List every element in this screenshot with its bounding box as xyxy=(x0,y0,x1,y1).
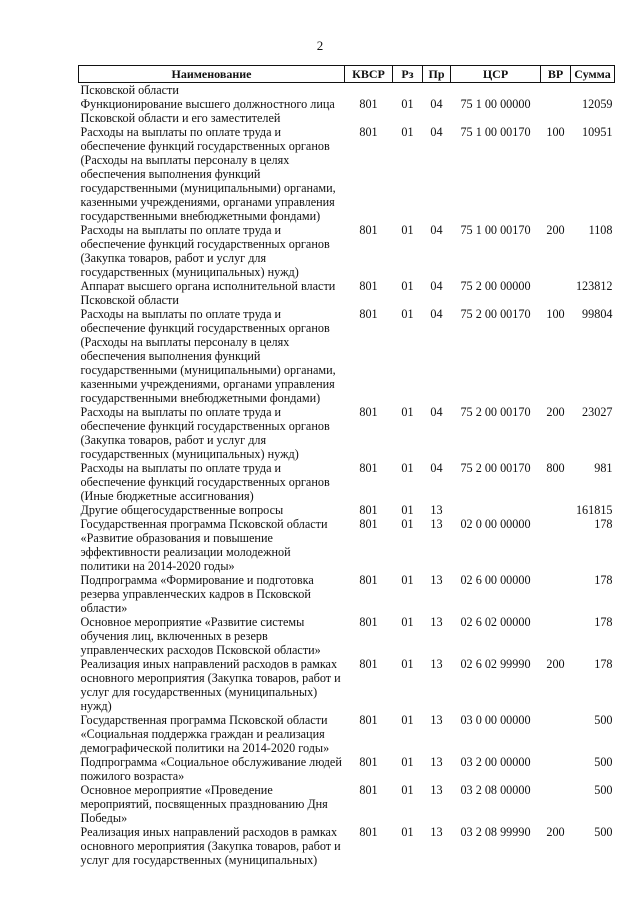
cell-vr: 200 xyxy=(546,405,565,419)
table-row xyxy=(79,223,615,279)
cell-kvsr: 801 xyxy=(359,615,378,629)
table-row xyxy=(79,307,615,405)
cell-sum: 123812 xyxy=(575,279,613,293)
cell-csr: 03 2 00 00000 xyxy=(460,755,531,769)
cell-sum: 10951 xyxy=(582,125,613,139)
cell-pr: 04 xyxy=(430,125,443,139)
cell-rz: 01 xyxy=(401,405,414,419)
cell-vr xyxy=(541,97,571,125)
cell-kvsr: 801 xyxy=(359,517,378,531)
cell-pr: 04 xyxy=(430,97,443,111)
cell-csr: 02 6 02 00000 xyxy=(460,615,531,629)
cell-rz: 01 xyxy=(401,713,414,727)
cell-name: Расходы на выплаты по оплате труда и обеспечение функций государственных органов (Закупка товаров, работ и услуг для государственных (муниципальных) нужд) xyxy=(80,405,330,461)
cell-pr: 13 xyxy=(430,783,443,797)
cell-sum: 178 xyxy=(594,573,613,587)
cell-vr: 800 xyxy=(546,461,565,475)
cell-csr: 02 6 02 99990 xyxy=(460,657,531,671)
cell-csr: 75 1 00 00170 xyxy=(460,223,531,237)
cell-pr: 04 xyxy=(430,461,443,475)
cell-kvsr: 801 xyxy=(359,461,378,475)
cell-name: Государственная программа Псковской области «Развитие образования и повышение эффективности реализации молодежной политики на 2014-2020 годы» xyxy=(80,517,328,573)
table-row xyxy=(79,615,615,657)
table-row xyxy=(79,573,615,615)
cell-kvsr: 801 xyxy=(359,307,378,321)
cell-pr: 13 xyxy=(430,615,443,629)
cell-name: Государственная программа Псковской области «Социальная поддержка граждан и реализация демографической политики на 2014-2020 годы» xyxy=(80,713,330,755)
cell-kvsr: 801 xyxy=(359,97,378,111)
cell-kvsr: 801 xyxy=(359,713,378,727)
header-pr: Пр xyxy=(423,66,451,83)
cell-vr xyxy=(541,615,571,657)
table-row xyxy=(79,657,615,713)
cell-rz: 01 xyxy=(401,657,414,671)
cell-csr xyxy=(451,503,541,517)
cell-vr xyxy=(541,503,571,517)
cell-rz: 01 xyxy=(401,461,414,475)
cell-name: Функционирование высшего должностного лица Псковской области и его заместителей xyxy=(80,97,335,125)
cell-csr: 03 2 08 00000 xyxy=(460,783,531,797)
table-row xyxy=(79,461,615,503)
cell-sum: 981 xyxy=(594,461,613,475)
cell-name: Реализация иных направлений расходов в рамках основного мероприятия (Закупка товаров, работ и услуг для государственных (муниципальных) xyxy=(80,825,341,867)
table-row xyxy=(79,783,615,825)
cell-pr: 13 xyxy=(430,573,443,587)
table-row xyxy=(79,97,615,125)
cell-name: Расходы на выплаты по оплате труда и обеспечение функций государственных органов (Расходы на выплаты персоналу в целях обеспечения выполнения функций государственными (муниципальными) органами, казенными учреждениями, органами управления государственными внебюджетными фондами) xyxy=(80,307,336,405)
cell-vr: 100 xyxy=(546,125,565,139)
header-kvsr: КВСР xyxy=(345,66,393,83)
cell-vr xyxy=(541,83,571,98)
cell-vr xyxy=(541,517,571,573)
cell-name: Подпрограмма «Формирование и подготовка резерва управленческих кадров в Псковской области» xyxy=(80,573,314,615)
cell-name: Аппарат высшего органа исполнительной власти Псковской области xyxy=(80,279,336,307)
table-row xyxy=(79,713,615,755)
cell-csr: 75 2 00 00170 xyxy=(460,405,531,419)
cell-name: Подпрограмма «Социальное обслуживание людей пожилого возраста» xyxy=(80,755,342,783)
cell-sum: 500 xyxy=(594,783,613,797)
cell-rz: 01 xyxy=(401,755,414,769)
cell-pr: 13 xyxy=(430,503,443,517)
cell-vr: 100 xyxy=(546,307,565,321)
cell-sum: 178 xyxy=(594,615,613,629)
cell-sum: 500 xyxy=(594,825,613,839)
table-row xyxy=(79,125,615,223)
cell-name: Расходы на выплаты по оплате труда и обеспечение функций государственных органов (Закупка товаров, работ и услуг для государственных (муниципальных) нужд) xyxy=(80,223,330,279)
header-csr: ЦСР xyxy=(451,66,541,83)
cell-sum xyxy=(571,83,615,98)
cell-csr: 75 1 00 00170 xyxy=(460,125,531,139)
cell-name: Основное мероприятие «Развитие системы обучения лиц, включенных в резерв управленческих расходов Псковской области» xyxy=(80,615,321,657)
cell-kvsr: 801 xyxy=(359,125,378,139)
budget-table xyxy=(78,65,615,867)
cell-name: Псковской области xyxy=(80,83,179,97)
cell-rz xyxy=(393,83,423,98)
cell-rz: 01 xyxy=(401,97,414,111)
cell-csr: 03 2 08 99990 xyxy=(460,825,531,839)
cell-sum: 99804 xyxy=(582,307,613,321)
cell-pr: 04 xyxy=(430,223,443,237)
cell-rz: 01 xyxy=(401,825,414,839)
table-row xyxy=(79,825,615,867)
cell-rz: 01 xyxy=(401,783,414,797)
cell-pr: 13 xyxy=(430,713,443,727)
cell-kvsr: 801 xyxy=(359,503,378,517)
cell-name: Расходы на выплаты по оплате труда и обеспечение функций государственных органов (Расходы на выплаты персоналу в целях обеспечения выполнения функций государственными (муниципальными) органами, казенными учреждениями, органами управления государственными внебюджетными фондами) xyxy=(80,125,336,223)
header-name: Наименование xyxy=(79,66,345,83)
cell-csr: 75 2 00 00000 xyxy=(460,279,531,293)
cell-pr: 04 xyxy=(430,405,443,419)
cell-rz: 01 xyxy=(401,279,414,293)
cell-vr: 200 xyxy=(546,223,565,237)
cell-sum: 500 xyxy=(594,713,613,727)
table-row xyxy=(79,279,615,307)
cell-name: Расходы на выплаты по оплате труда и обеспечение функций государственных органов (Иные бюджетные ассигнования) xyxy=(80,461,330,503)
cell-rz: 01 xyxy=(401,517,414,531)
cell-kvsr xyxy=(345,83,393,98)
cell-csr xyxy=(451,83,541,98)
cell-csr: 75 1 00 00000 xyxy=(460,97,531,111)
cell-kvsr: 801 xyxy=(359,825,378,839)
cell-vr xyxy=(541,713,571,755)
cell-vr xyxy=(541,755,571,783)
cell-sum: 12059 xyxy=(582,97,613,111)
cell-pr: 13 xyxy=(430,657,443,671)
cell-pr: 13 xyxy=(430,825,443,839)
header-vr: ВР xyxy=(541,66,571,83)
cell-vr xyxy=(541,279,571,307)
table-row xyxy=(79,517,615,573)
cell-rz: 01 xyxy=(401,125,414,139)
table-row xyxy=(79,83,615,98)
cell-csr: 75 2 00 00170 xyxy=(460,307,531,321)
cell-csr: 75 2 00 00170 xyxy=(460,461,531,475)
cell-kvsr: 801 xyxy=(359,223,378,237)
cell-sum: 178 xyxy=(594,657,613,671)
cell-name: Реализация иных направлений расходов в рамках основного мероприятия (Закупка товаров, работ и услуг для государственных (муниципальных) нужд) xyxy=(80,657,341,713)
cell-vr: 200 xyxy=(546,825,565,839)
cell-name: Другие общегосударственные вопросы xyxy=(80,503,284,517)
cell-sum: 161815 xyxy=(575,503,613,517)
cell-pr: 04 xyxy=(430,279,443,293)
cell-kvsr: 801 xyxy=(359,279,378,293)
table-row xyxy=(79,503,615,517)
cell-pr: 13 xyxy=(430,517,443,531)
cell-kvsr: 801 xyxy=(359,573,378,587)
cell-vr xyxy=(541,783,571,825)
cell-vr xyxy=(541,573,571,615)
cell-sum: 1108 xyxy=(588,223,613,237)
cell-kvsr: 801 xyxy=(359,405,378,419)
cell-sum: 500 xyxy=(594,755,613,769)
cell-sum: 178 xyxy=(594,517,613,531)
header-sum: Сумма xyxy=(571,66,615,83)
cell-sum: 23027 xyxy=(582,405,613,419)
table-row xyxy=(79,405,615,461)
cell-rz: 01 xyxy=(401,573,414,587)
cell-pr: 04 xyxy=(430,307,443,321)
cell-pr xyxy=(423,83,451,98)
cell-csr: 03 0 00 00000 xyxy=(460,713,531,727)
cell-name: Основное мероприятие «Проведение мероприятий, посвященных празднованию Дня Победы» xyxy=(80,783,328,825)
cell-rz: 01 xyxy=(401,615,414,629)
page-number: 2 xyxy=(316,38,324,53)
cell-kvsr: 801 xyxy=(359,783,378,797)
cell-vr: 200 xyxy=(546,657,565,671)
cell-pr: 13 xyxy=(430,755,443,769)
cell-kvsr: 801 xyxy=(359,657,378,671)
table-row xyxy=(79,755,615,783)
cell-rz: 01 xyxy=(401,307,414,321)
cell-csr: 02 0 00 00000 xyxy=(460,517,531,531)
cell-csr: 02 6 00 00000 xyxy=(460,573,531,587)
table-header-row xyxy=(79,66,615,83)
cell-rz: 01 xyxy=(401,503,414,517)
header-rz: Рз xyxy=(393,66,423,83)
cell-rz: 01 xyxy=(401,223,414,237)
cell-kvsr: 801 xyxy=(359,755,378,769)
